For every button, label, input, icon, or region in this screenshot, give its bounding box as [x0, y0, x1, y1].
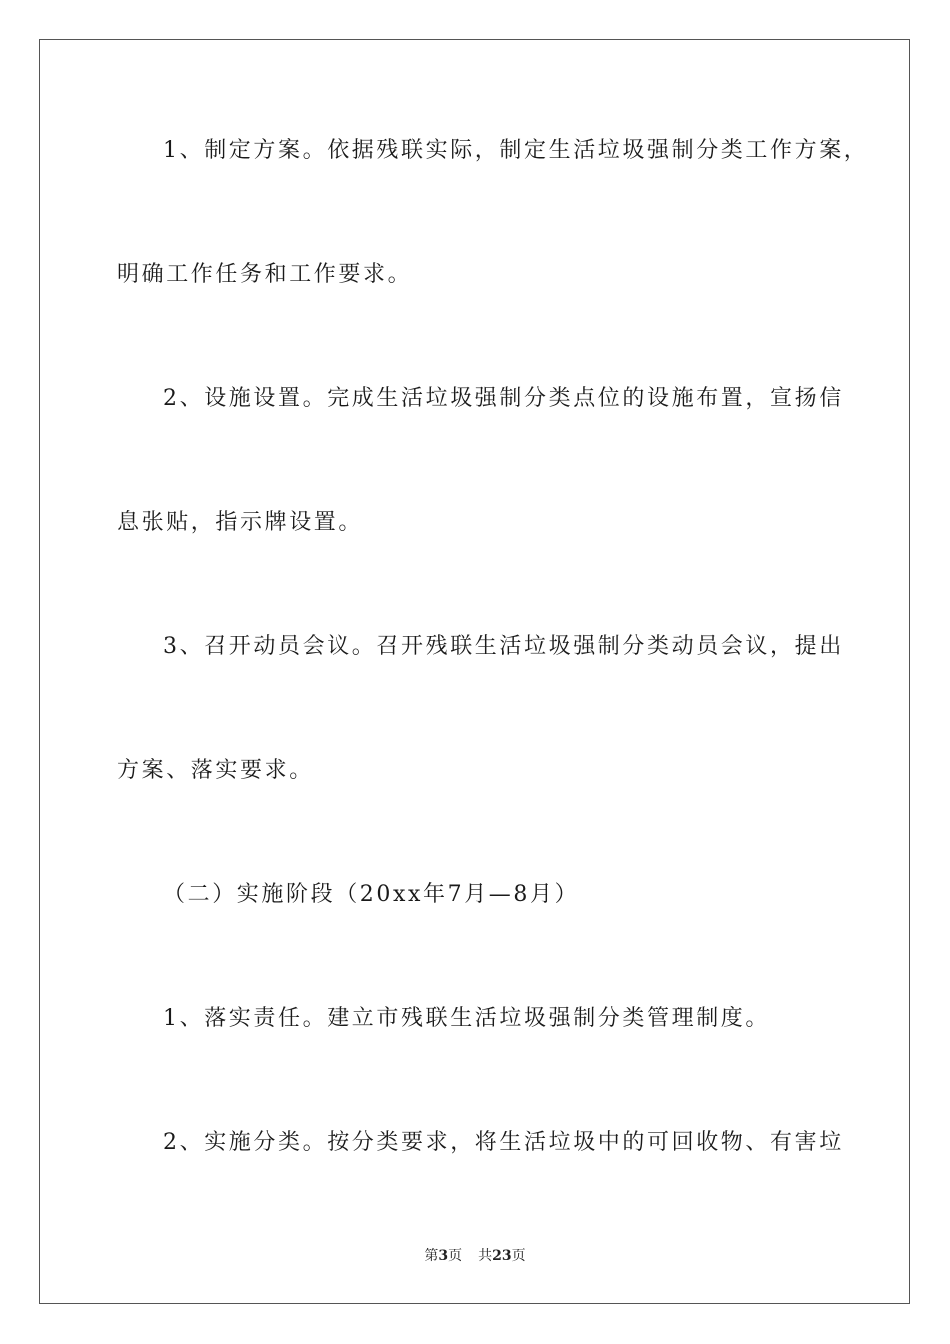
paragraph-line-3: 2、设施设置。完成生活垃圾强制分类点位的设施布置，宣扬信 — [163, 386, 844, 411]
footer-page-number: 3 — [438, 1248, 449, 1264]
footer-page-suffix: 页 — [448, 1248, 463, 1264]
paragraph-line-9: 2、实施分类。按分类要求，将生活垃圾中的可回收物、有害垃 — [163, 1130, 844, 1155]
footer-page-prefix: 第 — [424, 1248, 439, 1264]
paragraph-line-8: 1、落实责任。建立市残联生活垃圾强制分类管理制度。 — [163, 1006, 770, 1031]
section-heading: （二）实施阶段（20xx年7月—8月） — [163, 882, 580, 907]
paragraph-line-5: 3、召开动员会议。召开残联生活垃圾强制分类动员会议，提出 — [163, 634, 844, 659]
paragraph-line-1: 1、制定方案。依据残联实际，制定生活垃圾强制分类工作方案， — [163, 138, 869, 163]
footer-total-prefix: 共 — [478, 1248, 493, 1264]
paragraph-line-2: 明确工作任务和工作要求。 — [117, 262, 413, 287]
footer-total-pages: 23 — [492, 1248, 512, 1264]
paragraph-line-4: 息张贴，指示牌设置。 — [117, 510, 364, 535]
paragraph-line-6: 方案、落实要求。 — [117, 758, 314, 783]
page-border — [39, 39, 910, 1304]
footer-total-suffix: 页 — [511, 1248, 526, 1264]
page-footer — [0, 1246, 950, 1266]
